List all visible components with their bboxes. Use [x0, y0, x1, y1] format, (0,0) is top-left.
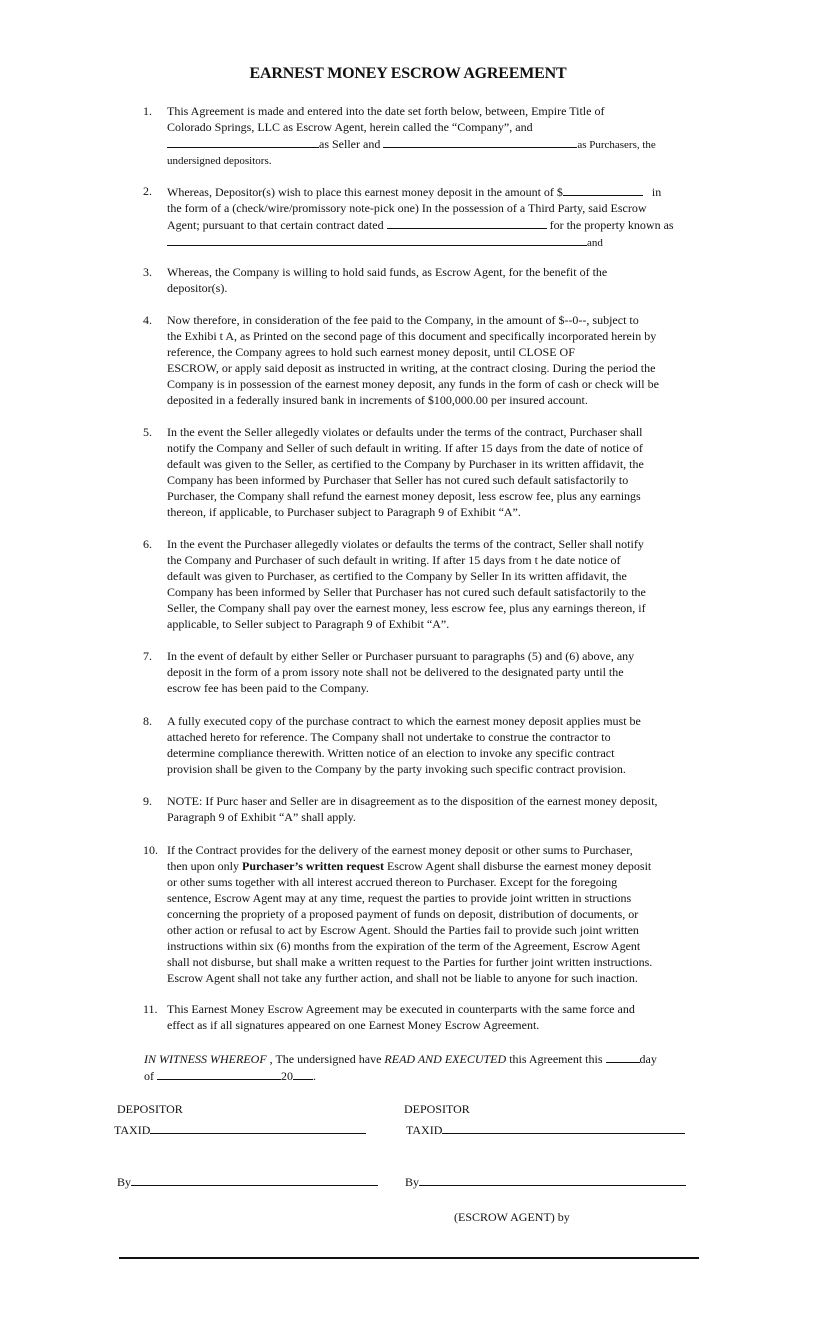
left-signature-field[interactable] [131, 1173, 378, 1186]
escrow-agent-label: (ESCROW AGENT) by [454, 1210, 570, 1224]
paragraph-6 [143, 536, 723, 632]
paragraph-line: Escrow Agent shall not take any further action, and shall not be liable to anyone for such inaction. [167, 971, 638, 985]
paragraph-line: NOTE: If Purc haser and Seller are in disagreement as to the disposition of the earnest money deposit, [167, 794, 658, 808]
paragraph-line: provision shall be given to the Company by the party invoking such specific contract provision. [167, 762, 626, 776]
paragraph-line: thereon, if applicable, to Purchaser subject to Paragraph 9 of Exhibit “A”. [167, 505, 521, 519]
paragraph-line: deposited in a federally insured bank in increments of $100,000.00 per insured account. [167, 393, 588, 407]
escrow-agent-signature-line[interactable] [119, 1257, 699, 1259]
paragraph-line: the Company and Purchaser of such default in writing. If after 15 days from t he date notice of [167, 553, 621, 567]
paragraph-1 [143, 103, 723, 169]
paragraph-number: 9. [143, 794, 152, 808]
paragraph-line: depositor(s). [167, 281, 228, 295]
month-blank[interactable] [157, 1067, 281, 1080]
paragraph-4 [143, 312, 723, 408]
paragraph-line: or other sums together with all interest accrued thereon to Purchaser. Except for the foregoing [167, 875, 618, 889]
left-taxid-field[interactable] [150, 1121, 366, 1134]
paragraph-line: notify the Company and Seller of such default in writing. If after 15 days from the date of notice of [167, 441, 643, 455]
deposit-amount-blank[interactable] [563, 183, 643, 196]
year-blank[interactable] [293, 1067, 313, 1080]
day-blank[interactable] [606, 1050, 640, 1063]
paragraph-line: then upon only Purchaser’s written request Escrow Agent shall disburse the earnest money deposit [167, 859, 652, 873]
paragraph-line: the form of a (check/wire/promissory note-pick one) In the possession of a Third Party, said Escrow [167, 201, 647, 215]
written-request-emphasis: Purchaser’s written request [242, 859, 384, 873]
paragraph-9 [143, 793, 723, 825]
paragraph-line: This Earnest Money Escrow Agreement may be executed in counterparts with the same force and [167, 1002, 635, 1016]
paragraph-line: Whereas, the Company is willing to hold said funds, as Escrow Agent, for the benefit of the [167, 265, 608, 279]
paragraph-line: other action or refusal to act by Escrow Agent. Should the Parties fail to provide such joint written [167, 923, 639, 937]
right-taxid-field[interactable] [442, 1121, 685, 1134]
paragraph-line: In the event of default by either Seller or Purchaser pursuant to paragraphs (5) and (6) above, any [167, 649, 635, 663]
paragraph-line: Whereas, Depositor(s) wish to place this earnest money deposit in the amount of $ in [167, 185, 662, 199]
left-depositor-label: DEPOSITOR [117, 1102, 183, 1116]
paragraph-line: ESCROW, or apply said deposit as instructed in writing, at the contract closing. During the period the [167, 361, 656, 375]
paragraph-line: Colorado Springs, LLC as Escrow Agent, herein called the “Company”, and [167, 120, 533, 134]
purchaser-name-blank[interactable] [383, 135, 577, 148]
paragraph-number: 6. [143, 537, 152, 551]
paragraph-line: concerning the propriety of a proposed payment of funds on deposit, distribution of documents, or [167, 907, 639, 921]
paragraph-line: In the event the Purchaser allegedly violates or defaults the terms of the contract, Seller shall notify [167, 537, 644, 551]
paragraph-11 [143, 1001, 723, 1033]
witness-line: IN WITNESS WHEREOF , The undersigned have READ AND EXECUTED this Agreement this day [144, 1052, 657, 1066]
paragraph-number: 10. [143, 843, 158, 857]
paragraph-line: Purchaser, the Company shall refund the earnest money deposit, less escrow fee, plus any earnings [167, 489, 641, 503]
paragraph-line: Company has been informed by Purchaser that Seller has not cured such default satisfactorily to [167, 473, 629, 487]
paragraph-5 [143, 424, 723, 520]
paragraph-line: applicable, to Seller subject to Paragraph 9 of Exhibit “A”. [167, 617, 450, 631]
witness-line: of 20 . [144, 1069, 316, 1083]
paragraph-line: default was given to Purchaser, as certified to the Company by Seller In its written affidavit, the [167, 569, 627, 583]
paragraph-number: 5. [143, 425, 152, 439]
paragraph-line: shall not disburse, but shall make a written request to the Parties for further joint written instructions. [167, 955, 653, 969]
paragraph-2 [143, 183, 723, 251]
paragraph-line: Company is in possession of the earnest money deposit, any funds in the form of cash or check will be [167, 377, 659, 391]
paragraph-line: A fully executed copy of the purchase contract to which the earnest money deposit applies must be [167, 714, 641, 728]
paragraph-3 [143, 264, 723, 296]
paragraph-line: effect as if all signatures appeared on one Earnest Money Escrow Agreement. [167, 1018, 540, 1032]
paragraph-line: and [167, 233, 723, 251]
paragraph-line: deposit in the form of a prom issory note shall not be delivered to the designated party until the [167, 665, 624, 679]
right-signature-row: By [405, 1173, 686, 1190]
seller-name-blank[interactable] [167, 135, 319, 148]
paragraph-line: attached hereto for reference. The Company shall not undertake to construe the contractor to [167, 730, 611, 744]
paragraph-line: This Agreement is made and entered into the date set forth below, between, Empire Title of [167, 104, 605, 118]
paragraph-number: 8. [143, 714, 152, 728]
contract-date-blank[interactable] [387, 216, 547, 229]
paragraph-10 [143, 842, 723, 986]
paragraph-line: as Seller and as Purchasers, the [167, 135, 723, 153]
paragraph-line: Seller, the Company shall pay over the earnest money, less escrow fee, plus any earnings thereon, if [167, 601, 646, 615]
right-signature-field[interactable] [419, 1173, 686, 1186]
paragraph-number: 3. [143, 265, 152, 279]
paragraph-line: undersigned depositors. [167, 155, 272, 167]
paragraph-7 [143, 648, 723, 696]
document-title: EARNEST MONEY ESCROW AGREEMENT [249, 65, 567, 82]
paragraph-line: Agent; pursuant to that certain contract dated for the property known as [167, 218, 674, 232]
paragraph-line: determine compliance therewith. Written notice of an election to invoke any specific contract [167, 746, 615, 760]
paragraph-number: 4. [143, 313, 152, 327]
paragraph-number: 2. [143, 184, 152, 198]
paragraph-line: Paragraph 9 of Exhibit “A” shall apply. [167, 810, 356, 824]
left-taxid-row: TAXID [114, 1121, 366, 1138]
paragraph-line: instructions within six (6) months from the expiration of the term of the Agreement, Escrow Agent [167, 939, 641, 953]
paragraph-line: If the Contract provides for the delivery of the earnest money deposit or other sums to Purchaser, [167, 843, 633, 857]
paragraph-line: Now therefore, in consideration of the fee paid to the Company, in the amount of $--0--, subject to [167, 313, 639, 327]
paragraph-line: Company has been informed by Seller that Purchaser has not cured such default satisfactorily to the [167, 585, 646, 599]
paragraph-8 [143, 713, 723, 777]
paragraph-number: 1. [143, 104, 152, 118]
right-depositor-label: DEPOSITOR [404, 1102, 470, 1116]
witness-clause [144, 1050, 734, 1084]
paragraph-line: sentence, Escrow Agent may at any time, request the parties to provide joint written in structions [167, 891, 632, 905]
left-signature-row: By [117, 1173, 378, 1190]
paragraph-line: default was given to the Seller, as certified to the Company by Purchaser in its written affidavit, the [167, 457, 644, 471]
paragraph-line: escrow fee has been paid to the Company. [167, 681, 369, 695]
property-blank[interactable] [167, 233, 587, 246]
paragraph-number: 7. [143, 649, 152, 663]
right-taxid-row: TAXID [406, 1121, 685, 1138]
paragraph-number: 11. [143, 1002, 158, 1016]
paragraph-line: the Exhibi t A, as Printed on the second page of this document and specifically incorporated herein by [167, 329, 657, 343]
paragraph-line: In the event the Seller allegedly violates or defaults under the terms of the contract, Purchaser shall [167, 425, 643, 439]
paragraph-line: reference, the Company agrees to hold such earnest money deposit, until CLOSE OF [167, 345, 575, 359]
